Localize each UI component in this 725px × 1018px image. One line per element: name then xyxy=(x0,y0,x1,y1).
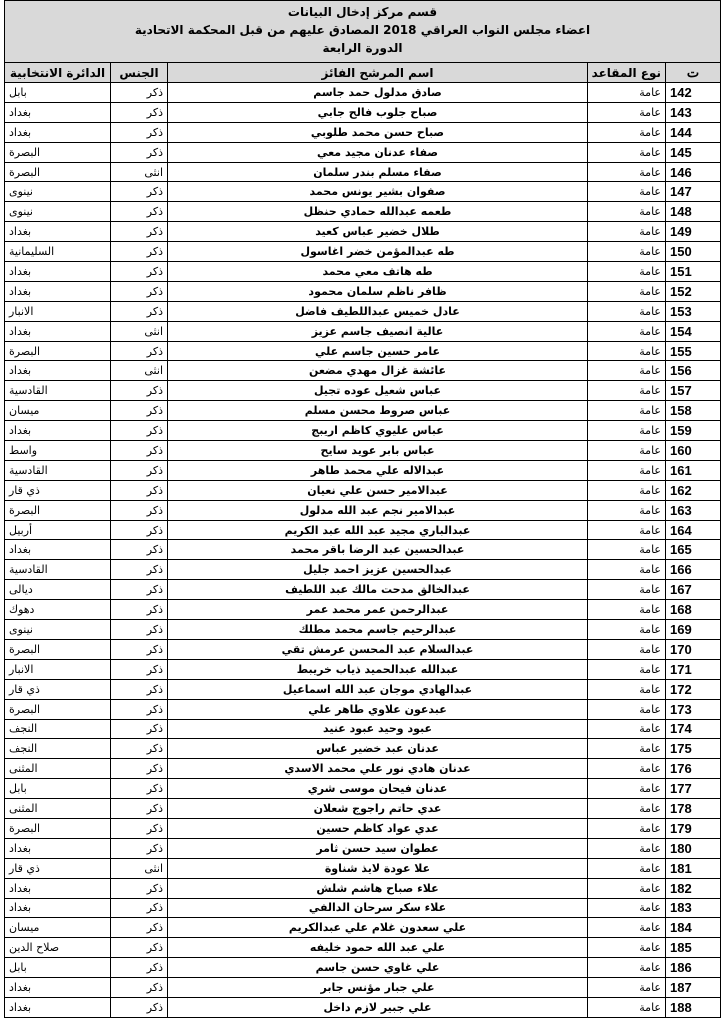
cell-name: ظافر ناظم سلمان محمود xyxy=(168,281,588,301)
cell-seat-type: عامة xyxy=(588,878,666,898)
cell-number: 153 xyxy=(666,301,721,321)
cell-gender: ذكر xyxy=(111,142,168,162)
cell-gender: ذكر xyxy=(111,202,168,222)
cell-gender: انثى xyxy=(111,858,168,878)
cell-name: عدنان هادي نور علي محمد الاسدي xyxy=(168,759,588,779)
cell-name: طه عبدالمؤمن خضر اغاسول xyxy=(168,242,588,262)
cell-district: نينوى xyxy=(5,182,111,202)
cell-gender: ذكر xyxy=(111,898,168,918)
table-row xyxy=(5,421,721,441)
cell-seat-type: عامة xyxy=(588,600,666,620)
cell-seat-type: عامة xyxy=(588,182,666,202)
table-row xyxy=(5,739,721,759)
cell-name: عبدالسلام عبد المحسن عرمش تقي xyxy=(168,639,588,659)
cell-district: الانبار xyxy=(5,659,111,679)
cell-name: عدنان فيحان موسى شري xyxy=(168,779,588,799)
table-row xyxy=(5,838,721,858)
cell-district: البصرة xyxy=(5,818,111,838)
cell-name: علي جبير لازم داخل xyxy=(168,997,588,1017)
table-row xyxy=(5,679,721,699)
cell-number: 159 xyxy=(666,421,721,441)
cell-seat-type: عامة xyxy=(588,699,666,719)
cell-district: المثنى xyxy=(5,799,111,819)
cell-seat-type: عامة xyxy=(588,441,666,461)
cell-gender: ذكر xyxy=(111,242,168,262)
table-row xyxy=(5,102,721,122)
cell-seat-type: عامة xyxy=(588,520,666,540)
cell-name: علي جبار مؤنس جابر xyxy=(168,978,588,998)
table-row xyxy=(5,818,721,838)
cell-number: 146 xyxy=(666,162,721,182)
cell-name: صفاء عدنان مجيد معي xyxy=(168,142,588,162)
cell-gender: ذكر xyxy=(111,978,168,998)
table-row xyxy=(5,540,721,560)
cell-number: 145 xyxy=(666,142,721,162)
cell-name: علاء صباح هاشم شلش xyxy=(168,878,588,898)
cell-district: بغداد xyxy=(5,997,111,1017)
col-header-gender: الجنس xyxy=(111,63,168,83)
cell-name: طلال خضير عباس كعيد xyxy=(168,222,588,242)
cell-gender: ذكر xyxy=(111,699,168,719)
cell-gender: ذكر xyxy=(111,878,168,898)
cell-seat-type: عامة xyxy=(588,679,666,699)
cell-seat-type: عامة xyxy=(588,958,666,978)
cell-name: عطوان سيد حسن ثامر xyxy=(168,838,588,858)
cell-gender: ذكر xyxy=(111,639,168,659)
cell-district: بغداد xyxy=(5,898,111,918)
cell-district: دهوك xyxy=(5,600,111,620)
cell-name: صفاء مسلم بندر سلمان xyxy=(168,162,588,182)
document-sheet xyxy=(4,0,721,1018)
cell-number: 149 xyxy=(666,222,721,242)
cell-district: بغداد xyxy=(5,421,111,441)
cell-seat-type: عامة xyxy=(588,142,666,162)
cell-number: 167 xyxy=(666,580,721,600)
cell-name: علي عبد الله حمود خليفه xyxy=(168,938,588,958)
cell-seat-type: عامة xyxy=(588,202,666,222)
cell-seat-type: عامة xyxy=(588,460,666,480)
cell-gender: ذكر xyxy=(111,560,168,580)
cell-gender: ذكر xyxy=(111,441,168,461)
cell-seat-type: عامة xyxy=(588,122,666,142)
cell-gender: ذكر xyxy=(111,381,168,401)
cell-number: 173 xyxy=(666,699,721,719)
cell-number: 154 xyxy=(666,321,721,341)
cell-number: 182 xyxy=(666,878,721,898)
table-row xyxy=(5,182,721,202)
table-row xyxy=(5,122,721,142)
table-row xyxy=(5,958,721,978)
cell-seat-type: عامة xyxy=(588,898,666,918)
table-row xyxy=(5,262,721,282)
cell-district: ميسان xyxy=(5,401,111,421)
cell-number: 166 xyxy=(666,560,721,580)
cell-name: عباس صروط محسن مسلم xyxy=(168,401,588,421)
table-row xyxy=(5,620,721,640)
table-row xyxy=(5,321,721,341)
cell-gender: ذكر xyxy=(111,540,168,560)
cell-gender: ذكر xyxy=(111,460,168,480)
table-row xyxy=(5,301,721,321)
table-row xyxy=(5,938,721,958)
table-row xyxy=(5,142,721,162)
cell-name: عدي عواد كاظم حسين xyxy=(168,818,588,838)
cell-gender: ذكر xyxy=(111,182,168,202)
members-table xyxy=(4,62,721,1018)
table-body xyxy=(5,83,721,1018)
cell-number: 172 xyxy=(666,679,721,699)
cell-seat-type: عامة xyxy=(588,361,666,381)
col-header-seat-type: نوع المقاعد xyxy=(588,63,666,83)
cell-gender: ذكر xyxy=(111,122,168,142)
cell-name: عباس شعيل عوده تجيل xyxy=(168,381,588,401)
cell-district: النجف xyxy=(5,739,111,759)
table-row xyxy=(5,858,721,878)
cell-gender: ذكر xyxy=(111,500,168,520)
cell-number: 144 xyxy=(666,122,721,142)
table-row xyxy=(5,779,721,799)
table-row xyxy=(5,460,721,480)
cell-gender: ذكر xyxy=(111,222,168,242)
cell-number: 148 xyxy=(666,202,721,222)
cell-district: ذي قار xyxy=(5,679,111,699)
cell-district: نينوى xyxy=(5,202,111,222)
cell-district: بابل xyxy=(5,958,111,978)
cell-name: عادل خميس عبداللطيف فاضل xyxy=(168,301,588,321)
cell-name: عبدالرحيم جاسم محمد مطلك xyxy=(168,620,588,640)
cell-name: طعمه عبدالله حمادي حنظل xyxy=(168,202,588,222)
cell-seat-type: عامة xyxy=(588,818,666,838)
cell-seat-type: عامة xyxy=(588,560,666,580)
cell-name: عبدالهادي موجان عبد الله اسماعيل xyxy=(168,679,588,699)
cell-seat-type: عامة xyxy=(588,918,666,938)
cell-district: ميسان xyxy=(5,918,111,938)
table-row xyxy=(5,202,721,222)
table-row xyxy=(5,500,721,520)
header-department: قسم مركز إدخال البيانات xyxy=(287,5,438,19)
cell-district: نينوى xyxy=(5,620,111,640)
cell-seat-type: عامة xyxy=(588,421,666,441)
cell-seat-type: عامة xyxy=(588,341,666,361)
cell-district: البصرة xyxy=(5,341,111,361)
cell-name: عبدالرحمن عمر محمد عمر xyxy=(168,600,588,620)
table-row xyxy=(5,480,721,500)
cell-seat-type: عامة xyxy=(588,83,666,103)
cell-seat-type: عامة xyxy=(588,938,666,958)
cell-gender: ذكر xyxy=(111,281,168,301)
table-row xyxy=(5,997,721,1017)
table-row xyxy=(5,281,721,301)
cell-seat-type: عامة xyxy=(588,580,666,600)
cell-number: 160 xyxy=(666,441,721,461)
table-row xyxy=(5,659,721,679)
cell-district: البصرة xyxy=(5,639,111,659)
cell-name: عبدالحسين عبد الرضا باقر محمد xyxy=(168,540,588,560)
cell-gender: ذكر xyxy=(111,938,168,958)
cell-name: عبدعون علاوي طاهر علي xyxy=(168,699,588,719)
cell-gender: ذكر xyxy=(111,997,168,1017)
cell-gender: ذكر xyxy=(111,719,168,739)
cell-district: القادسية xyxy=(5,460,111,480)
cell-seat-type: عامة xyxy=(588,799,666,819)
document-header xyxy=(4,0,721,62)
cell-name: صباح حسن محمد طلوبي xyxy=(168,122,588,142)
cell-gender: ذكر xyxy=(111,421,168,441)
table-row xyxy=(5,222,721,242)
col-header-number: ت xyxy=(666,63,721,83)
cell-district: بغداد xyxy=(5,838,111,858)
table-row xyxy=(5,719,721,739)
cell-seat-type: عامة xyxy=(588,301,666,321)
cell-number: 174 xyxy=(666,719,721,739)
cell-district: بغداد xyxy=(5,281,111,301)
cell-number: 163 xyxy=(666,500,721,520)
cell-district: الانبار xyxy=(5,301,111,321)
cell-gender: ذكر xyxy=(111,958,168,978)
cell-gender: ذكر xyxy=(111,759,168,779)
cell-gender: ذكر xyxy=(111,838,168,858)
table-row xyxy=(5,520,721,540)
cell-name: صفوان بشير يونس محمد xyxy=(168,182,588,202)
cell-seat-type: عامة xyxy=(588,401,666,421)
table-row xyxy=(5,560,721,580)
cell-district: بابل xyxy=(5,83,111,103)
cell-district: ذي قار xyxy=(5,858,111,878)
cell-district: القادسية xyxy=(5,560,111,580)
cell-seat-type: عامة xyxy=(588,162,666,182)
cell-seat-type: عامة xyxy=(588,500,666,520)
cell-seat-type: عامة xyxy=(588,858,666,878)
cell-district: البصرة xyxy=(5,500,111,520)
cell-gender: ذكر xyxy=(111,600,168,620)
cell-district: بغداد xyxy=(5,361,111,381)
cell-seat-type: عامة xyxy=(588,540,666,560)
cell-number: 156 xyxy=(666,361,721,381)
cell-number: 175 xyxy=(666,739,721,759)
cell-number: 185 xyxy=(666,938,721,958)
table-header-row xyxy=(5,63,721,83)
cell-seat-type: عامة xyxy=(588,281,666,301)
cell-name: عبدالامير نجم عبد الله مدلول xyxy=(168,500,588,520)
header-title: اعضاء مجلس النواب العراقي 2018 المصادق عليهم من قبل المحكمة الاتحادية xyxy=(134,23,591,37)
cell-gender: انثى xyxy=(111,361,168,381)
cell-seat-type: عامة xyxy=(588,242,666,262)
cell-seat-type: عامة xyxy=(588,381,666,401)
col-header-district: الدائرة الانتخابية xyxy=(5,63,111,83)
cell-district: ذي قار xyxy=(5,480,111,500)
cell-gender: ذكر xyxy=(111,620,168,640)
table-row xyxy=(5,898,721,918)
cell-name: علي غاوي حسن جاسم xyxy=(168,958,588,978)
cell-name: عبدالخالق مدحت مالك عبد اللطيف xyxy=(168,580,588,600)
cell-district: بغداد xyxy=(5,878,111,898)
cell-district: النجف xyxy=(5,719,111,739)
cell-gender: ذكر xyxy=(111,679,168,699)
cell-district: بغداد xyxy=(5,102,111,122)
cell-number: 181 xyxy=(666,858,721,878)
table-row xyxy=(5,699,721,719)
cell-district: بابل xyxy=(5,779,111,799)
cell-gender: ذكر xyxy=(111,918,168,938)
cell-number: 161 xyxy=(666,460,721,480)
cell-gender: ذكر xyxy=(111,83,168,103)
cell-district: صلاح الدين xyxy=(5,938,111,958)
cell-seat-type: عامة xyxy=(588,739,666,759)
table-row xyxy=(5,639,721,659)
cell-district: القادسية xyxy=(5,381,111,401)
cell-district: بغداد xyxy=(5,321,111,341)
cell-gender: ذكر xyxy=(111,102,168,122)
cell-gender: انثى xyxy=(111,162,168,182)
cell-number: 184 xyxy=(666,918,721,938)
cell-gender: ذكر xyxy=(111,739,168,759)
table-row xyxy=(5,978,721,998)
cell-seat-type: عامة xyxy=(588,262,666,282)
cell-seat-type: عامة xyxy=(588,222,666,242)
cell-name: علاء سكر سرحان الدالفي xyxy=(168,898,588,918)
cell-district: بغداد xyxy=(5,540,111,560)
table-row xyxy=(5,878,721,898)
table-row xyxy=(5,580,721,600)
cell-seat-type: عامة xyxy=(588,779,666,799)
cell-number: 176 xyxy=(666,759,721,779)
cell-number: 187 xyxy=(666,978,721,998)
cell-district: السليمانية xyxy=(5,242,111,262)
cell-number: 157 xyxy=(666,381,721,401)
cell-number: 177 xyxy=(666,779,721,799)
cell-name: عبدالباري مجيد عبد الله عبد الكريم xyxy=(168,520,588,540)
cell-seat-type: عامة xyxy=(588,480,666,500)
table-row xyxy=(5,242,721,262)
cell-number: 162 xyxy=(666,480,721,500)
table-row xyxy=(5,759,721,779)
table-row xyxy=(5,918,721,938)
cell-seat-type: عامة xyxy=(588,838,666,858)
col-header-name: اسم المرشح الفائز xyxy=(168,63,588,83)
cell-name: علا عودة لايذ شناوة xyxy=(168,858,588,878)
cell-name: عبدالله عبدالحميد ذياب خريبط xyxy=(168,659,588,679)
cell-seat-type: عامة xyxy=(588,620,666,640)
cell-name: عبدالامير حسن علي نعيان xyxy=(168,480,588,500)
cell-district: أربيل xyxy=(5,520,111,540)
cell-seat-type: عامة xyxy=(588,978,666,998)
cell-gender: ذكر xyxy=(111,480,168,500)
cell-district: بغداد xyxy=(5,222,111,242)
cell-name: عدنان عبد خضير عباس xyxy=(168,739,588,759)
cell-district: بغداد xyxy=(5,262,111,282)
table-row xyxy=(5,381,721,401)
cell-gender: ذكر xyxy=(111,659,168,679)
cell-number: 158 xyxy=(666,401,721,421)
cell-district: المثنى xyxy=(5,759,111,779)
cell-gender: ذكر xyxy=(111,779,168,799)
cell-gender: ذكر xyxy=(111,401,168,421)
cell-district: البصرة xyxy=(5,162,111,182)
cell-name: صباح جلوب فالح جابي xyxy=(168,102,588,122)
cell-seat-type: عامة xyxy=(588,759,666,779)
cell-seat-type: عامة xyxy=(588,719,666,739)
cell-name: عامر حسين جاسم علي xyxy=(168,341,588,361)
cell-seat-type: عامة xyxy=(588,997,666,1017)
cell-number: 186 xyxy=(666,958,721,978)
table-row xyxy=(5,83,721,103)
cell-number: 171 xyxy=(666,659,721,679)
cell-number: 142 xyxy=(666,83,721,103)
cell-name: عدي حاتم راجوج شعلان xyxy=(168,799,588,819)
table-row xyxy=(5,799,721,819)
cell-number: 150 xyxy=(666,242,721,262)
cell-gender: ذكر xyxy=(111,301,168,321)
cell-seat-type: عامة xyxy=(588,659,666,679)
cell-name: عباس بابر عويد سايح xyxy=(168,441,588,461)
cell-name: علي سعدون غلام علي عبدالكريم xyxy=(168,918,588,938)
cell-name: عبود وحيد عبود عنيد xyxy=(168,719,588,739)
cell-name: عباس عليوي كاظم اريبج xyxy=(168,421,588,441)
table-row xyxy=(5,341,721,361)
cell-district: البصرة xyxy=(5,699,111,719)
cell-number: 152 xyxy=(666,281,721,301)
table-row xyxy=(5,441,721,461)
cell-number: 179 xyxy=(666,818,721,838)
cell-number: 164 xyxy=(666,520,721,540)
cell-number: 180 xyxy=(666,838,721,858)
cell-number: 151 xyxy=(666,262,721,282)
cell-number: 155 xyxy=(666,341,721,361)
cell-seat-type: عامة xyxy=(588,639,666,659)
cell-name: صادق مدلول حمد جاسم xyxy=(168,83,588,103)
cell-district: واسط xyxy=(5,441,111,461)
cell-district: بغداد xyxy=(5,978,111,998)
cell-name: عالية انصيف جاسم عزيز xyxy=(168,321,588,341)
cell-number: 178 xyxy=(666,799,721,819)
cell-number: 169 xyxy=(666,620,721,640)
cell-district: بغداد xyxy=(5,122,111,142)
cell-name: عائشة غزال مهدي مضعن xyxy=(168,361,588,381)
header-session: الدورة الرابعة xyxy=(322,41,403,55)
cell-seat-type: عامة xyxy=(588,102,666,122)
cell-number: 170 xyxy=(666,639,721,659)
table-row xyxy=(5,600,721,620)
cell-gender: انثى xyxy=(111,321,168,341)
cell-number: 147 xyxy=(666,182,721,202)
cell-seat-type: عامة xyxy=(588,321,666,341)
cell-gender: ذكر xyxy=(111,262,168,282)
table-row xyxy=(5,162,721,182)
cell-name: عبدالاله علي محمد طاهر xyxy=(168,460,588,480)
table-row xyxy=(5,401,721,421)
cell-number: 168 xyxy=(666,600,721,620)
cell-gender: ذكر xyxy=(111,580,168,600)
cell-gender: ذكر xyxy=(111,520,168,540)
cell-gender: ذكر xyxy=(111,818,168,838)
table-row xyxy=(5,361,721,381)
cell-name: عبدالحسين عزيز احمد جليل xyxy=(168,560,588,580)
cell-number: 165 xyxy=(666,540,721,560)
cell-gender: ذكر xyxy=(111,341,168,361)
cell-name: طه هاتف معي محمد xyxy=(168,262,588,282)
cell-district: البصرة xyxy=(5,142,111,162)
cell-district: ديالى xyxy=(5,580,111,600)
cell-number: 143 xyxy=(666,102,721,122)
cell-number: 183 xyxy=(666,898,721,918)
cell-number: 188 xyxy=(666,997,721,1017)
cell-gender: ذكر xyxy=(111,799,168,819)
